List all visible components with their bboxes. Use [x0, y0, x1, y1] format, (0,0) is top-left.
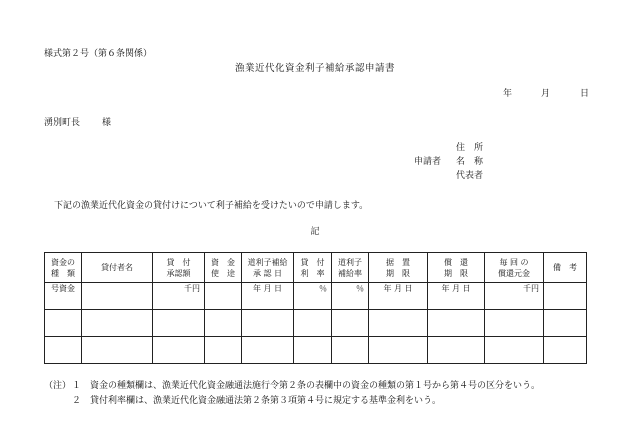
header-remarks: 備 考: [544, 253, 587, 283]
note-item: [72, 396, 441, 407]
cell-deferment[interactable]: 年 月 日: [369, 283, 428, 310]
cell-lender[interactable]: [82, 283, 153, 310]
cell-redemption[interactable]: 年 月 日: [428, 283, 485, 310]
body-text: 下記の漁業近代化資金の貸付けについて利子補給を受けたいので申請します。: [54, 201, 369, 211]
cell-empty[interactable]: [153, 310, 205, 337]
note-text: 資金の種類欄は、漁業近代化資金融通法施行令第２条の表欄中の資金の種類の第１号から第４号の区分をいう。: [90, 381, 541, 391]
addressee-honorific: 様: [102, 118, 112, 128]
cell-empty[interactable]: [153, 337, 205, 364]
cell-approval-date[interactable]: 年 月 日: [242, 283, 294, 310]
header-redemption: 償 還 期 限: [428, 253, 485, 283]
cell-empty[interactable]: [205, 337, 242, 364]
date-day: 日: [580, 89, 590, 99]
form-number: 様式第２号（第６条関係）: [44, 49, 153, 59]
header-subsidy-rate: 道利子 補給率: [332, 253, 369, 283]
application-table: [44, 252, 587, 364]
cell-empty[interactable]: [294, 310, 332, 337]
cell-empty[interactable]: [332, 310, 369, 337]
cell-empty[interactable]: [485, 337, 544, 364]
date-month: 月: [541, 89, 551, 99]
cell-empty[interactable]: [82, 337, 153, 364]
cell-amount[interactable]: 千円: [153, 283, 205, 310]
addressee: [44, 118, 111, 129]
cell-fund-type[interactable]: 号資金: [45, 283, 82, 310]
cell-usage[interactable]: [205, 283, 242, 310]
table-header-row: [45, 253, 587, 283]
cell-subsidy-rate[interactable]: ％: [332, 283, 369, 310]
date-year: 年: [503, 89, 513, 99]
header-amount: 貸 付 承認額: [153, 253, 205, 283]
note-text: 貸付利率欄は、漁業近代化資金融通法第２条第３項第４号に規定する基準金利をいう。: [90, 396, 442, 406]
cell-empty[interactable]: [294, 337, 332, 364]
cell-principal[interactable]: 千円: [485, 283, 544, 310]
cell-empty[interactable]: [428, 337, 485, 364]
cell-empty[interactable]: [205, 310, 242, 337]
header-lender: 貸付者名: [82, 253, 153, 283]
header-usage: 資 金 使 途: [205, 253, 242, 283]
cell-empty[interactable]: [369, 337, 428, 364]
table-row: [45, 337, 587, 364]
cell-empty[interactable]: [45, 310, 82, 337]
cell-empty[interactable]: [82, 310, 153, 337]
cell-empty[interactable]: [45, 337, 82, 364]
cell-empty[interactable]: [242, 337, 294, 364]
cell-empty[interactable]: [544, 310, 587, 337]
applicant-representative-label: 代表者: [456, 171, 484, 181]
cell-loan-rate[interactable]: ％: [294, 283, 332, 310]
header-approval-date: 道利子補給 承 認 日: [242, 253, 294, 283]
applicant-label: 申請者: [414, 157, 442, 167]
note-number: １: [72, 381, 82, 391]
note-number: ２: [72, 396, 82, 406]
notes-label: （注）: [44, 381, 72, 391]
note-item: [72, 381, 540, 392]
header-fund-type: 資金の 種 類: [45, 253, 82, 283]
addressee-name: 湧別町長: [44, 118, 81, 128]
cell-empty[interactable]: [332, 337, 369, 364]
ki-heading: 記: [310, 227, 320, 237]
cell-remarks[interactable]: [544, 283, 587, 310]
table-row: [45, 310, 587, 337]
header-loan-rate: 貸 付 利 率: [294, 253, 332, 283]
header-principal: 毎 回 の 償還元金: [485, 253, 544, 283]
cell-empty[interactable]: [369, 310, 428, 337]
cell-empty[interactable]: [544, 337, 587, 364]
cell-empty[interactable]: [242, 310, 294, 337]
table-row: [45, 283, 587, 310]
applicant-address-label: 住 所: [456, 143, 484, 153]
header-deferment: 据 置 期 限: [369, 253, 428, 283]
applicant-name-label: 名 称: [456, 157, 484, 167]
cell-empty[interactable]: [485, 310, 544, 337]
document-title: 漁業近代化資金利子補給承認申請書: [234, 63, 395, 74]
cell-empty[interactable]: [428, 310, 485, 337]
